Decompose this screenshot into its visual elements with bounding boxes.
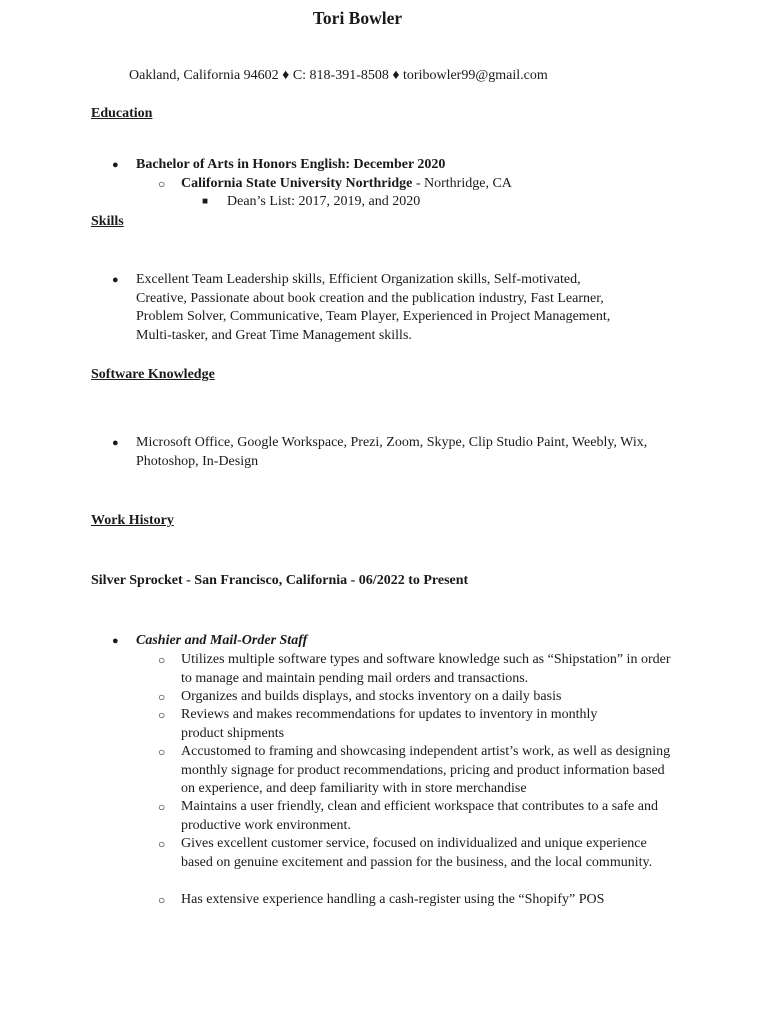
duty-item: ○ Gives excellent customer service, focused on individualized and unique experience based on genuine excitement and passion for the business, and the local community. (181, 835, 661, 872)
duty-item: ○ Utilizes multiple software types and software knowledge such as “Shipstation” in order to manage and maintain pending mail orders and transactions. (181, 651, 683, 688)
duty-item: ○ Organizes and builds displays, and stocks inventory on a daily basis (181, 688, 681, 707)
employer-line: Silver Sprocket - San Francisco, California - 06/2022 to Present (91, 573, 469, 588)
duty-item: ○ Has extensive experience handling a cash-register using the “Shopify” POS (181, 891, 681, 910)
candidate-name: Tori Bowler (312, 8, 403, 28)
job-role: ● Cashier and Mail-Order Staff (136, 632, 684, 651)
software-heading: Software Knowledge (91, 367, 215, 382)
work-history-heading: Work History (91, 513, 174, 528)
contact-line: Oakland, California 94602 ♦ C: 818-391-8508 ♦ toribowler99@gmail.com (129, 68, 548, 83)
duty-item: ○ Reviews and makes recommendations for updates to inventory in monthly product shipments (181, 706, 641, 743)
school-location: - Northridge, CA (412, 176, 512, 191)
school-name: California State University Northridge (181, 176, 413, 191)
honor-item: ■ Dean’s List: 2017, 2019, and 2020 (227, 193, 677, 212)
education-heading: Education (91, 106, 153, 121)
duty-item: ○ Maintains a user friendly, clean and efficient workspace that contributes to a safe and productive work environment. (181, 798, 681, 835)
skills-heading: Skills (91, 214, 124, 229)
duty-item: ○ Accustomed to framing and showcasing independent artist’s work, as well as designing monthly signage for product recommendations, pricing and product information based on experience, and deep familiarity with in store merchandise (181, 743, 673, 799)
degree-item: ● Bachelor of Arts in Honors English: December 2020 (136, 156, 684, 175)
skills-item: ● Excellent Team Leadership skills, Efficient Organization skills, Self-motivated, Creative, Passionate about book creation and the publication industry, Fast Learner, Problem Solver, Communicative, Team Player, Experienced in Project Management, Multi-tasker, and Great Time Management skills. (136, 271, 634, 345)
school-item (181, 175, 681, 194)
software-item: ● Microsoft Office, Google Workspace, Prezi, Zoom, Skype, Clip Studio Paint, Weebly, Wix, Photoshop, In-Design (136, 434, 666, 471)
